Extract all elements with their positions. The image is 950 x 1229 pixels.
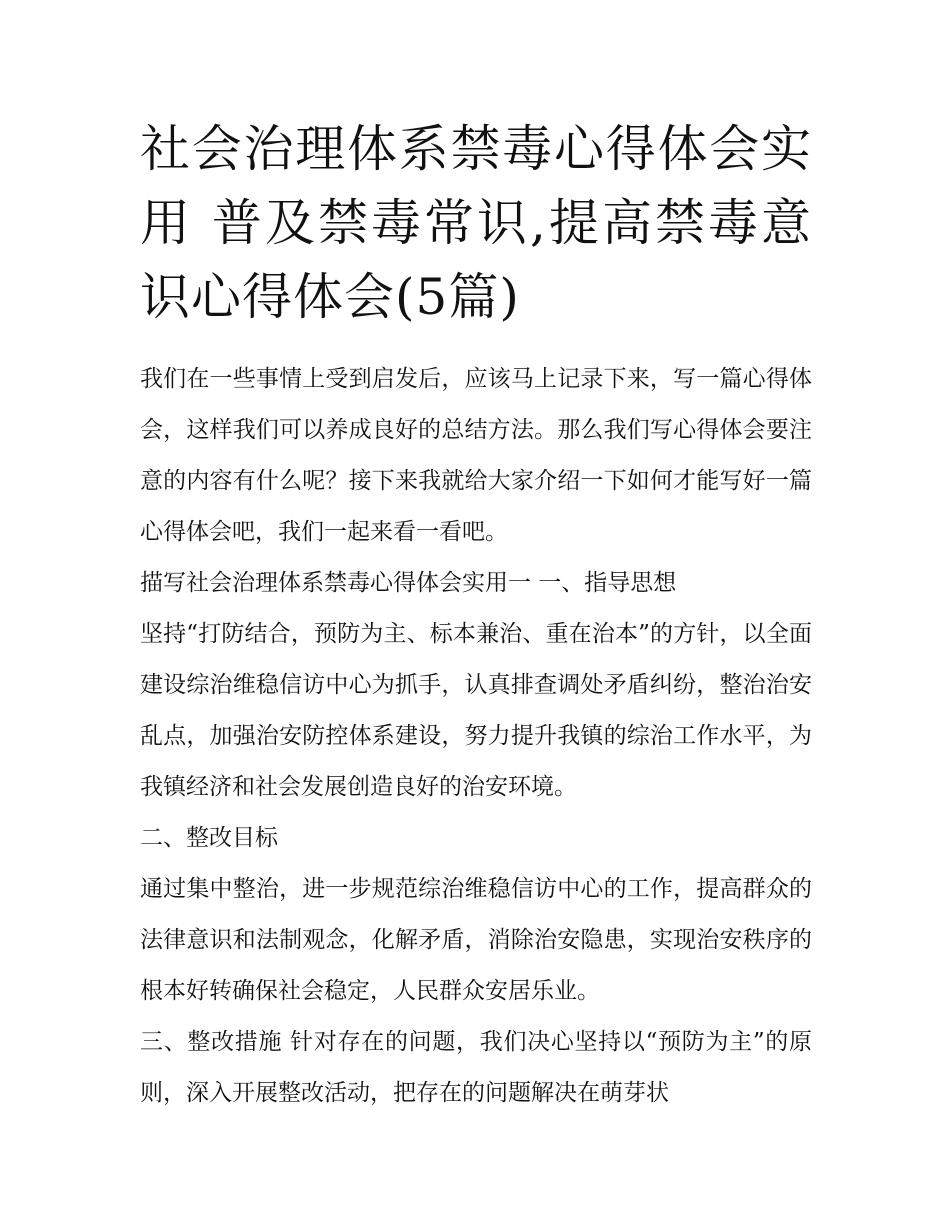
- section-heading-goals: 二、整改目标: [140, 825, 278, 851]
- guiding-ideology-paragraph: 坚持“打防结合，预防为主、标本兼治、重在治本”的方针，以全面建设综治维稳信访中心为抓手，认真排查调处矛盾纠纷，整治治安乱点，加强治安防控体系建设，努力提升我镇的综治工作水平，为我镇经济和社会发展创造良好的治安环境。: [140, 621, 812, 800]
- document-body: [140, 112, 812, 1119]
- document-title: 社会治理体系禁毒心得体会实用 普及禁毒常识,提高禁毒意识心得体会(5篇): [140, 120, 812, 326]
- intro-paragraph: 我们在一些事情上受到启发后，应该马上记录下来，写一篇心得体会，这样我们可以养成良好的总结方法。那么我们写心得体会要注意的内容有什么呢？接下来我就给大家介绍一下如何才能写好一篇心得体会吧，我们一起来看一看吧。: [140, 366, 812, 545]
- measures-paragraph: 三、整改措施 针对存在的问题，我们决心坚持以“预防为主”的原则，深入开展整改活动，把存在的问题解决在萌芽状: [140, 1029, 812, 1106]
- goals-paragraph: 通过集中整治，进一步规范综治维稳信访中心的工作，提高群众的法律意识和法制观念，化解矛盾，消除治安隐患，实现治安秩序的根本好转确保社会稳定，人民群众安居乐业。: [140, 876, 812, 1004]
- section-heading-guiding-ideology: 描写社会治理体系禁毒心得体会实用一 一、指导思想: [140, 570, 677, 596]
